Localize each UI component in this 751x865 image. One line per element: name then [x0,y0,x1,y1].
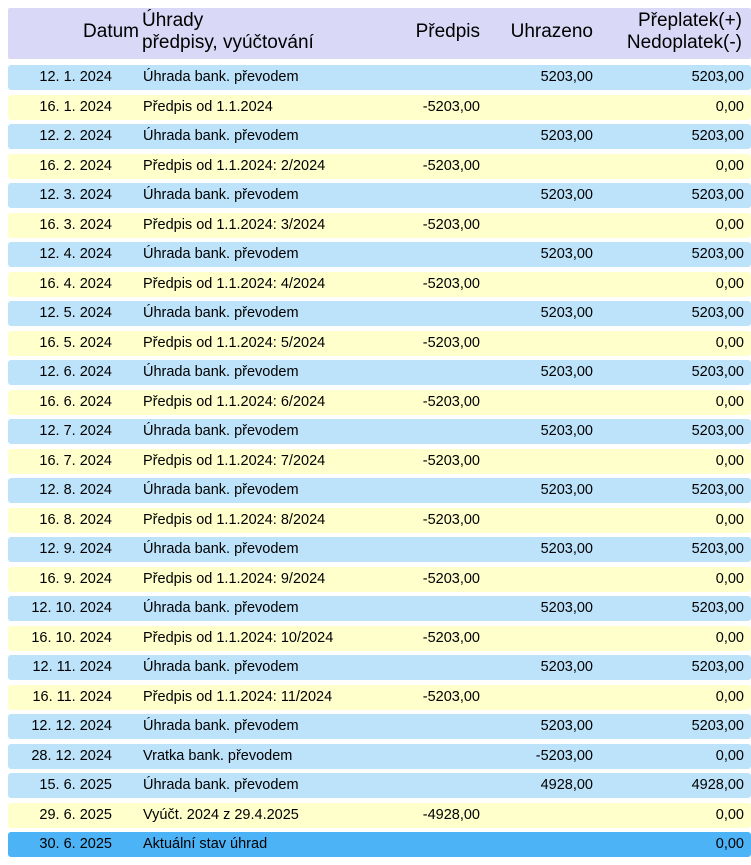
table-row [8,154,751,179]
cell-uhrazeno: 5203,00 [540,187,593,203]
table-row [8,744,751,769]
cell-saldo: 0,00 [715,806,744,823]
table-row [8,124,751,149]
table-row [8,183,751,208]
table-row [8,95,751,120]
cell-popis: Úhrada bank. převodem [143,423,299,439]
cell-saldo: 5203,00 [691,541,744,557]
header-saldo-line2: Nedoplatek(-) [626,32,742,53]
cell-predpis: -5203,00 [422,275,480,292]
cell-popis: Předpis od 1.1.2024: 9/2024 [143,570,326,587]
cell-predpis: -5203,00 [422,216,480,233]
cell-popis: Předpis od 1.1.2024 [143,98,273,115]
table-row [8,419,751,444]
cell-uhrazeno: 5203,00 [540,541,593,557]
table-row [8,242,751,267]
header-popis-line1: Úhrady [142,10,204,31]
cell-datum: 16. 4. 2024 [39,275,112,292]
table-body [8,65,751,862]
cell-saldo: 5203,00 [691,423,744,439]
cell-popis: Úhrada bank. převodem [143,541,299,557]
cell-popis: Úhrada bank. převodem [143,482,299,498]
cell-datum: 12. 1. 2024 [39,69,112,85]
cell-datum: 16. 3. 2024 [39,216,112,233]
cell-predpis: -5203,00 [422,688,480,705]
cell-saldo: 4928,00 [691,777,744,793]
cell-predpis: -5203,00 [422,393,480,410]
cell-saldo: 0,00 [715,393,744,410]
current-status-row [8,832,751,857]
cell-popis: Předpis od 1.1.2024: 5/2024 [143,334,326,351]
cell-uhrazeno: 5203,00 [540,659,593,675]
cell-popis: Předpis od 1.1.2024: 8/2024 [143,511,326,528]
cell-uhrazeno: 5203,00 [540,482,593,498]
cell-uhrazeno: 5203,00 [540,718,593,734]
table-row [8,390,751,415]
table-row [8,478,751,503]
cell-uhrazeno: 5203,00 [540,305,593,321]
cell-popis: Vyúčt. 2024 z 29.4.2025 [143,806,299,823]
cell-popis: Předpis od 1.1.2024: 11/2024 [143,688,333,705]
cell-datum: 16. 1. 2024 [39,98,112,115]
cell-uhrazeno: 5203,00 [540,128,593,144]
cell-saldo: 5203,00 [691,128,744,144]
header-predpis: Předpis [415,21,480,42]
cell-saldo: 0,00 [715,747,744,764]
table-row [8,626,751,651]
table-row [8,803,751,828]
table-row [8,685,751,710]
cell-datum: 16. 2. 2024 [39,157,112,174]
cell-saldo: 0,00 [715,157,744,174]
cell-datum: 12. 5. 2024 [39,305,112,321]
cell-saldo: 0,00 [715,216,744,233]
cell-datum: 30. 6. 2025 [39,836,112,852]
cell-saldo: 0,00 [715,688,744,705]
cell-saldo: 5203,00 [691,246,744,262]
table-row [8,449,751,474]
cell-predpis: -5203,00 [422,629,480,646]
cell-saldo: 0,00 [715,836,744,852]
cell-popis: Předpis od 1.1.2024: 3/2024 [143,216,326,233]
cell-uhrazeno: 5203,00 [540,364,593,380]
table-row [8,508,751,533]
cell-popis: Vratka bank. převodem [143,747,293,764]
cell-saldo: 5203,00 [691,69,744,85]
cell-saldo: 5203,00 [691,600,744,616]
cell-saldo: 5203,00 [691,482,744,498]
cell-saldo: 0,00 [715,511,744,528]
cell-datum: 15. 6. 2025 [39,777,112,793]
cell-datum: 16. 5. 2024 [39,334,112,351]
cell-datum: 28. 12. 2024 [31,747,112,764]
cell-popis: Předpis od 1.1.2024: 4/2024 [143,275,326,292]
cell-saldo: 5203,00 [691,718,744,734]
cell-popis: Úhrada bank. převodem [143,69,299,85]
cell-datum: 12. 3. 2024 [39,187,112,203]
cell-saldo: 5203,00 [691,659,744,675]
table-row [8,331,751,356]
cell-popis: Úhrada bank. převodem [143,600,299,616]
cell-popis: Úhrada bank. převodem [143,305,299,321]
cell-datum: 12. 6. 2024 [39,364,112,380]
cell-predpis: -5203,00 [422,334,480,351]
header-datum: Datum [83,21,139,42]
cell-datum: 16. 10. 2024 [31,629,112,646]
cell-saldo: 0,00 [715,570,744,587]
cell-saldo: 5203,00 [691,305,744,321]
payments-table [8,8,751,852]
table-row [8,714,751,739]
cell-popis: Předpis od 1.1.2024: 7/2024 [143,452,326,469]
cell-predpis: -5203,00 [422,570,480,587]
cell-popis: Úhrada bank. převodem [143,777,299,793]
cell-saldo: 5203,00 [691,364,744,380]
cell-datum: 16. 7. 2024 [39,452,112,469]
header-popis-line2: předpisy, vyúčtování [142,32,314,53]
table-row [8,596,751,621]
cell-datum: 12. 4. 2024 [39,246,112,262]
cell-popis: Úhrada bank. převodem [143,718,299,734]
table-row [8,213,751,238]
cell-popis: Předpis od 1.1.2024: 6/2024 [143,393,326,410]
cell-saldo: 5203,00 [691,187,744,203]
table-row [8,301,751,326]
cell-popis: Úhrada bank. převodem [143,187,299,203]
header-saldo-line1: Přeplatek(+) [637,10,742,31]
cell-datum: 12. 11. 2024 [32,659,112,675]
cell-datum: 29. 6. 2025 [39,806,112,823]
header-uhrazeno: Uhrazeno [510,21,593,42]
table-row [8,360,751,385]
cell-saldo: 0,00 [715,98,744,115]
table-row [8,537,751,562]
table-header [8,8,751,59]
cell-popis: Předpis od 1.1.2024: 10/2024 [143,629,334,646]
cell-saldo: 0,00 [715,334,744,351]
table-row [8,773,751,798]
cell-saldo: 0,00 [715,629,744,646]
cell-popis: Úhrada bank. převodem [143,364,299,380]
cell-saldo: 0,00 [715,275,744,292]
cell-datum: 12. 8. 2024 [39,482,112,498]
cell-uhrazeno: 5203,00 [540,246,593,262]
cell-popis: Předpis od 1.1.2024: 2/2024 [143,157,326,174]
table-row [8,655,751,680]
table-row [8,567,751,592]
cell-datum: 16. 6. 2024 [39,393,112,410]
cell-predpis: -4928,00 [422,806,480,823]
cell-uhrazeno: -5203,00 [535,747,593,764]
cell-predpis: -5203,00 [422,452,480,469]
cell-predpis: -5203,00 [422,157,480,174]
cell-datum: 12. 7. 2024 [39,423,112,439]
cell-uhrazeno: 5203,00 [540,69,593,85]
cell-datum: 12. 10. 2024 [31,600,112,616]
cell-popis: Úhrada bank. převodem [143,659,299,675]
cell-popis: Úhrada bank. převodem [143,128,299,144]
cell-saldo: 0,00 [715,452,744,469]
table-row [8,65,751,90]
table-row [8,272,751,297]
cell-datum: 16. 11. 2024 [32,688,112,705]
cell-uhrazeno: 5203,00 [540,600,593,616]
cell-uhrazeno: 5203,00 [540,423,593,439]
cell-datum: 12. 9. 2024 [39,541,112,557]
cell-datum: 16. 9. 2024 [39,570,112,587]
cell-popis: Úhrada bank. převodem [143,246,299,262]
cell-predpis: -5203,00 [422,98,480,115]
cell-uhrazeno: 4928,00 [540,777,593,793]
header-popis [142,10,314,54]
cell-popis: Aktuální stav úhrad [143,836,268,852]
cell-datum: 16. 8. 2024 [39,511,112,528]
header-saldo [593,10,742,54]
cell-datum: 12. 12. 2024 [31,718,112,734]
cell-predpis: -5203,00 [422,511,480,528]
cell-datum: 12. 2. 2024 [39,128,112,144]
